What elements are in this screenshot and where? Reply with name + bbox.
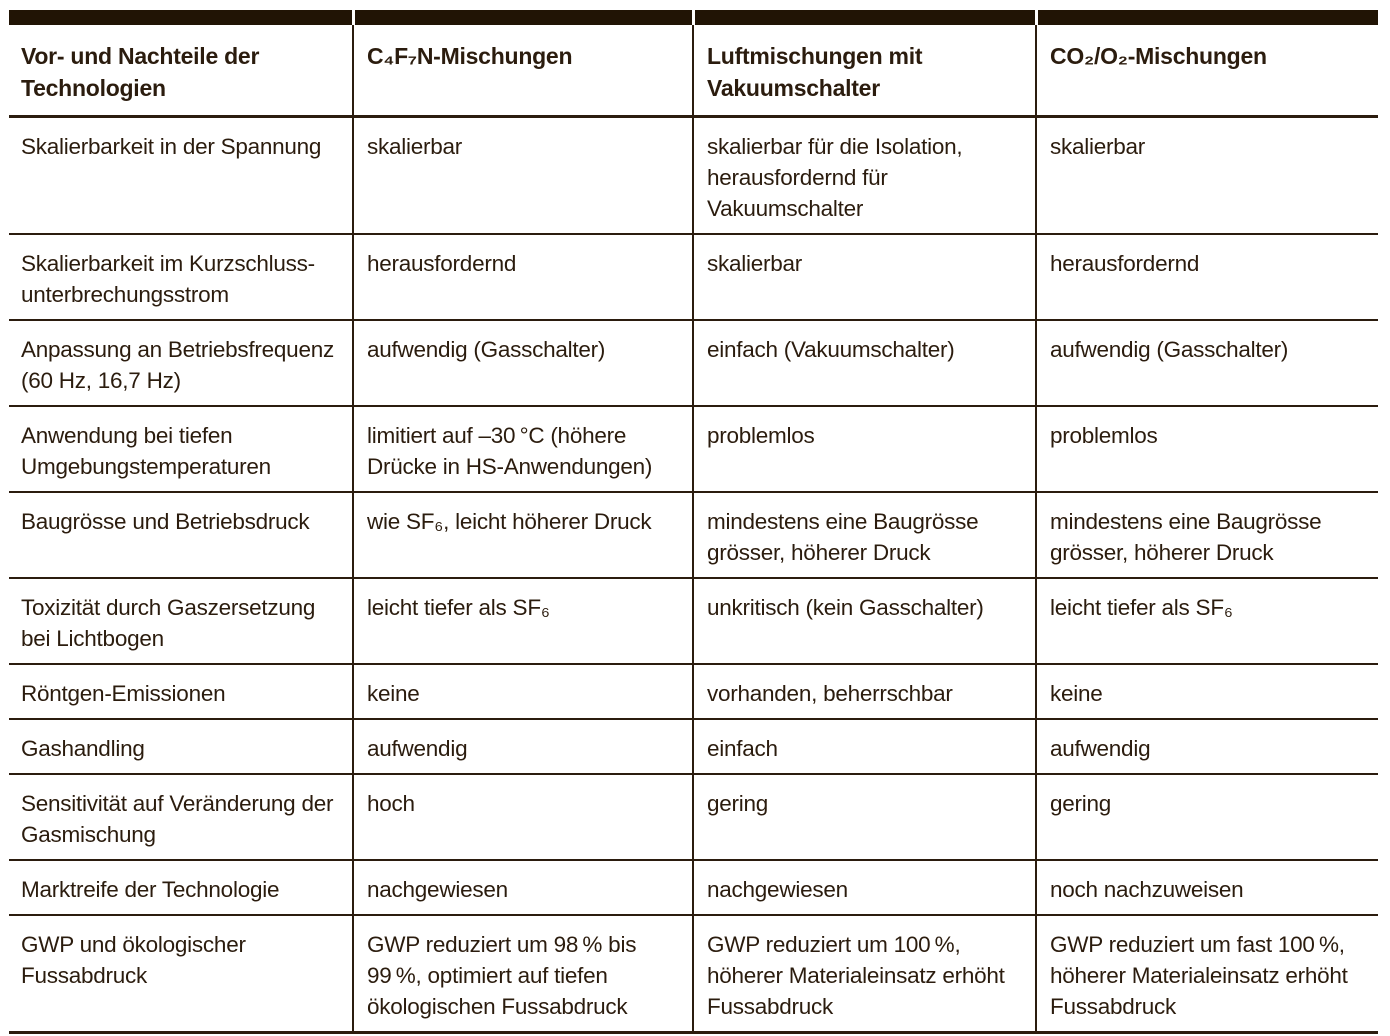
row-label-cell: Anpassung an Betriebsfrequenz (60 Hz, 16,7 Hz) <box>9 321 352 407</box>
table-cell: aufwendig (Gasschalter) <box>1035 321 1378 407</box>
column-header-criteria: Vor- und Nachteile der Technologien <box>9 25 352 118</box>
table-cell: keine <box>1035 665 1378 720</box>
table-cell: wie SF₆, leicht höherer Druck <box>352 493 692 579</box>
table-cell: leicht tiefer als SF₆ <box>1035 579 1378 665</box>
table-cell: unkritisch (kein Gasschalter) <box>692 579 1035 665</box>
table-cell: skalierbar <box>692 235 1035 321</box>
table-cell: GWP reduziert um 98 % bis 99 %, optimiert auf tiefen ökologischen Fussabdruck <box>352 916 692 1034</box>
row-label-cell: Anwendung bei tiefen Umgebungstemperaturen <box>9 407 352 493</box>
row-label-cell: GWP und ökologischer Fussabdruck <box>9 916 352 1034</box>
column-header-c4f7n: C₄F₇N-Mischungen <box>352 25 692 118</box>
header-accent-bar <box>1035 10 1378 25</box>
column-header-air-vacuum: Luftmischungen mit Vakuumschalter <box>692 25 1035 118</box>
row-label-cell: Marktreife der Technologie <box>9 861 352 916</box>
row-label-cell: Baugrösse und Betriebsdruck <box>9 493 352 579</box>
row-label-cell: Röntgen-Emissionen <box>9 665 352 720</box>
table-cell: problemlos <box>1035 407 1378 493</box>
table-cell: problemlos <box>692 407 1035 493</box>
table-cell: GWP reduziert um fast 100 %, höherer Materialeinsatz erhöht Fussabdruck <box>1035 916 1378 1034</box>
table-cell: einfach (Vakuumschalter) <box>692 321 1035 407</box>
header-accent-bar <box>9 10 352 25</box>
table-cell: herausfordernd <box>1035 235 1378 321</box>
table-cell: nachgewiesen <box>352 861 692 916</box>
table-cell: aufwendig <box>352 720 692 775</box>
row-label-cell: Gashandling <box>9 720 352 775</box>
table-cell: aufwendig (Gasschalter) <box>352 321 692 407</box>
comparison-table <box>9 10 1378 1034</box>
row-label-cell: Toxizität durch Gaszersetzung bei Lichtbogen <box>9 579 352 665</box>
column-header-co2-o2: CO₂/O₂-Mischungen <box>1035 25 1378 118</box>
table-cell: aufwendig <box>1035 720 1378 775</box>
table-cell: leicht tiefer als SF₆ <box>352 579 692 665</box>
table-cell: gering <box>692 775 1035 861</box>
table-cell: GWP reduziert um 100 %, höherer Materialeinsatz erhöht Fussabdruck <box>692 916 1035 1034</box>
table-cell: mindestens eine Baugrösse grösser, höherer Druck <box>1035 493 1378 579</box>
header-accent-bar <box>692 10 1035 25</box>
header-accent-bar <box>352 10 692 25</box>
table-cell: einfach <box>692 720 1035 775</box>
row-label-cell: Sensitivität auf Veränderung der Gasmischung <box>9 775 352 861</box>
table-cell: herausfordernd <box>352 235 692 321</box>
table-cell: nachgewiesen <box>692 861 1035 916</box>
table-cell: limitiert auf –30 °C (höhere Drücke in HS-Anwendungen) <box>352 407 692 493</box>
table-cell: mindestens eine Baugrösse grösser, höherer Druck <box>692 493 1035 579</box>
row-label-cell: Skalierbarkeit im Kurzschluss-unterbrechungsstrom <box>9 235 352 321</box>
table-cell: noch nachzuweisen <box>1035 861 1378 916</box>
table-cell: keine <box>352 665 692 720</box>
row-label-cell: Skalierbarkeit in der Spannung <box>9 118 352 235</box>
table-cell: skalierbar <box>1035 118 1378 235</box>
table-cell: skalierbar für die Isolation, herausfordernd für Vakuumschalter <box>692 118 1035 235</box>
table-cell: skalierbar <box>352 118 692 235</box>
table-cell: hoch <box>352 775 692 861</box>
table-cell: gering <box>1035 775 1378 861</box>
table-cell: vorhanden, beherrschbar <box>692 665 1035 720</box>
